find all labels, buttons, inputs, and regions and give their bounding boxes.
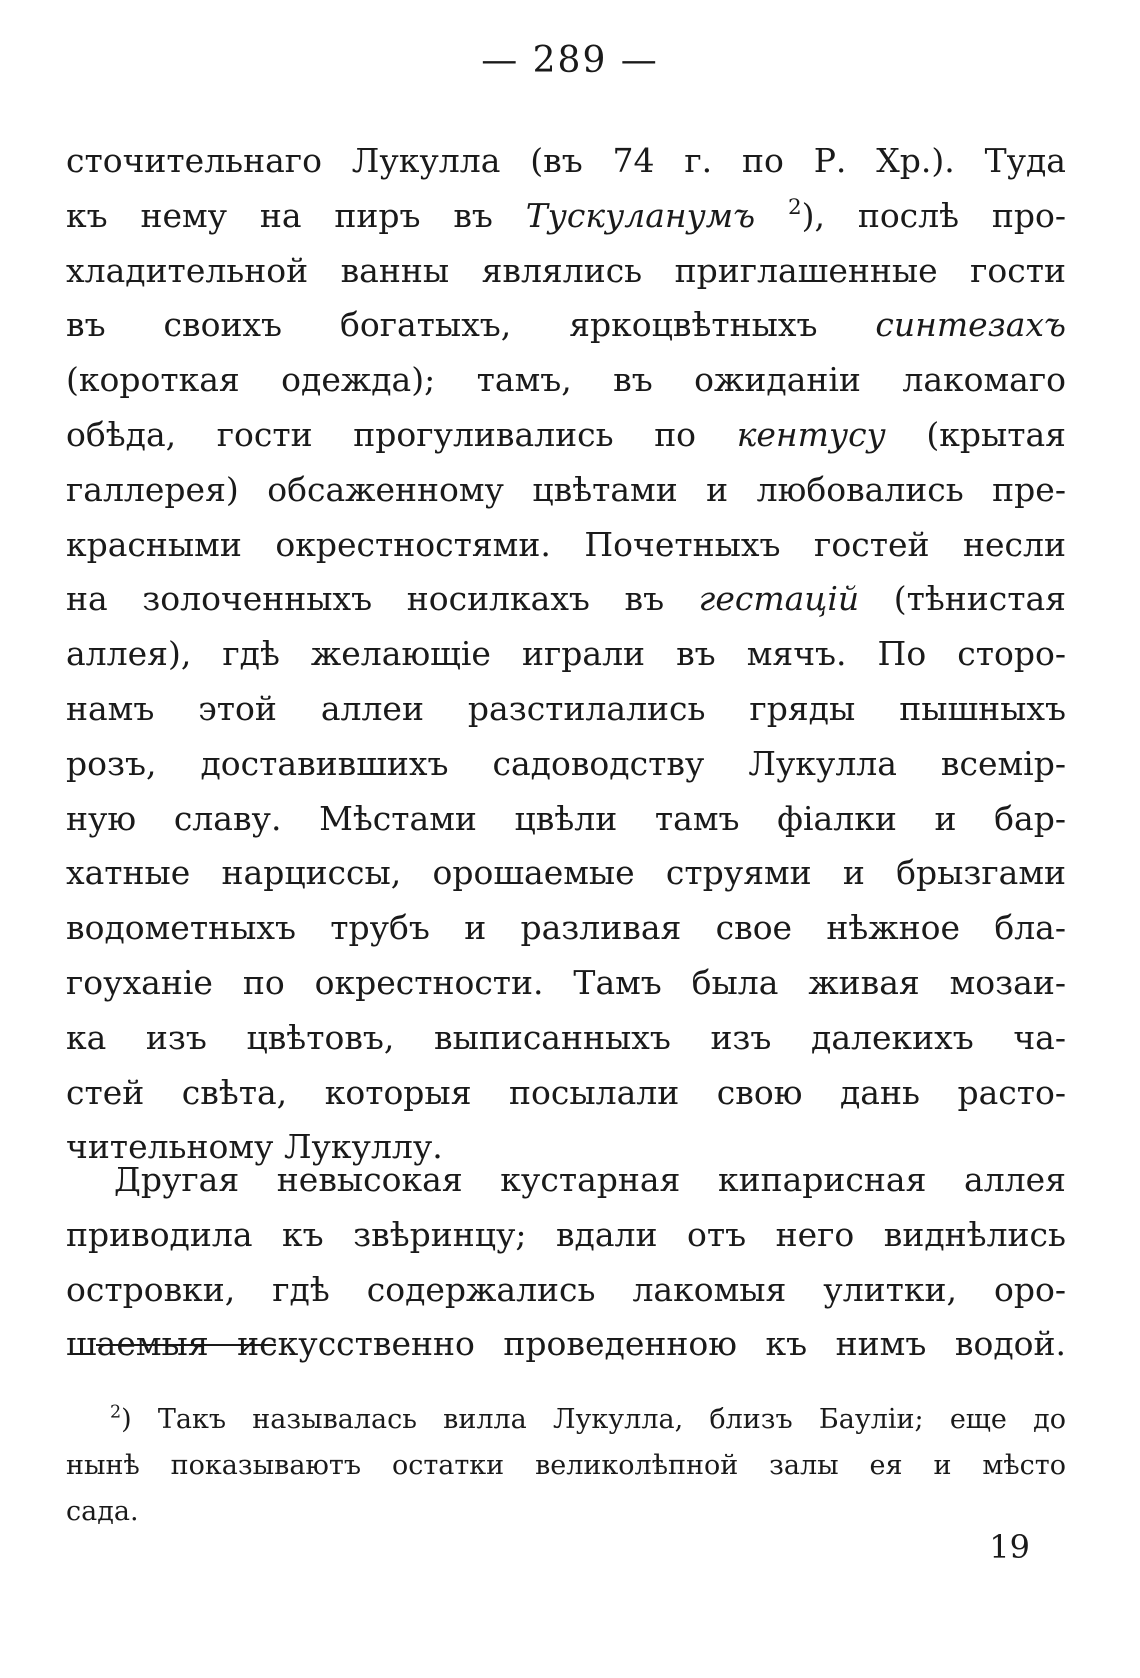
- text-line: галлерея) обсаженному цвѣтами и любовались пре-: [66, 469, 1066, 509]
- footnote-ref: 2: [787, 194, 802, 220]
- text-line: сточительнаго Лукулла (въ 74 г. по Р. Хр.). Туда: [66, 141, 1066, 180]
- text-line: [66, 298, 1066, 353]
- text-line: ка изъ цвѣтовъ, выписанныхъ изъ далекихъ ча-: [66, 1017, 1066, 1057]
- footnote-line: нынѣ показываютъ остатки великолѣпной залы ея и мѣсто: [66, 1450, 1066, 1481]
- text-segment: ), послѣ про-: [801, 195, 1066, 235]
- text-line: стей свѣта, которыя посылали свою дань расто-: [66, 1072, 1066, 1112]
- text-line: островки, гдѣ содержались лакомыя улитки, оро-: [66, 1269, 1066, 1309]
- italic-term: кентусу: [736, 414, 886, 454]
- footnote-marker: 2: [110, 1402, 122, 1423]
- footnote-line: [66, 1397, 1066, 1443]
- text-line: [66, 408, 1066, 463]
- italic-term: гестацій: [698, 579, 860, 619]
- text-line: приводила къ звѣринцу; вдали отъ него виднѣлись: [66, 1214, 1066, 1254]
- text-line: красными окрестностями. Почетныхъ гостей несли: [66, 524, 1066, 564]
- page-number: — 289 —: [481, 40, 659, 81]
- footnote: [66, 1397, 1066, 1535]
- signature-mark: 19: [989, 1528, 1030, 1566]
- footnote-divider: [96, 1344, 276, 1346]
- text-line: (короткая одежда); тамъ, въ ожиданіи лакомаго: [66, 360, 1066, 400]
- text-line: хатные нарциссы, орошаемые струями и брызгами: [66, 853, 1066, 893]
- text-segment: на золоченныхъ носилкахъ въ: [66, 579, 699, 619]
- text-line: аллея), гдѣ желающіе играли въ мячъ. По сторо-: [66, 634, 1066, 674]
- text-segment: въ своихъ богатыхъ, яркоцвѣтныхъ: [66, 305, 876, 345]
- footnote-line: сада.: [66, 1496, 139, 1527]
- text-line: гоуханіе по окрестности. Тамъ была живая мозаи-: [66, 962, 1066, 1002]
- text-line: водометныхъ трубъ и разливая свое нѣжное бла-: [66, 908, 1066, 948]
- text-segment: (крытая: [885, 414, 1066, 454]
- italic-term: Тускуланумъ: [525, 195, 756, 235]
- paragraph-2: [66, 1153, 1066, 1372]
- text-line: [66, 189, 1066, 244]
- text-segment: ) Такъ называлась вилла Лукулла, близъ Бауліи; еще до: [121, 1404, 1066, 1435]
- italic-term: синтезахъ: [875, 305, 1066, 345]
- text-line: чительному Лукуллу.: [66, 1127, 443, 1167]
- text-segment: обѣда, гости прогуливались по: [66, 414, 737, 454]
- text-line: намъ этой аллеи разстилались гряды пышныхъ: [66, 688, 1066, 728]
- text-segment: (тѣнистая: [859, 579, 1066, 619]
- text-line: ную славу. Мѣстами цвѣли тамъ фіалки и бар-: [66, 798, 1066, 838]
- text-line: розъ, доставившихъ садоводству Лукулла всемір-: [66, 743, 1066, 783]
- text-line: шаемыя искусственно проведенною къ нимъ водой.: [66, 1324, 1066, 1364]
- text-line: Другая невысокая кустарная кипарисная аллея: [114, 1160, 1066, 1199]
- text-line: хладительной ванны являлись приглашенные гости: [66, 250, 1066, 290]
- text-line: [66, 572, 1066, 627]
- paragraph-1: [66, 134, 1066, 1175]
- text-segment: къ нему на пиръ въ: [66, 195, 526, 235]
